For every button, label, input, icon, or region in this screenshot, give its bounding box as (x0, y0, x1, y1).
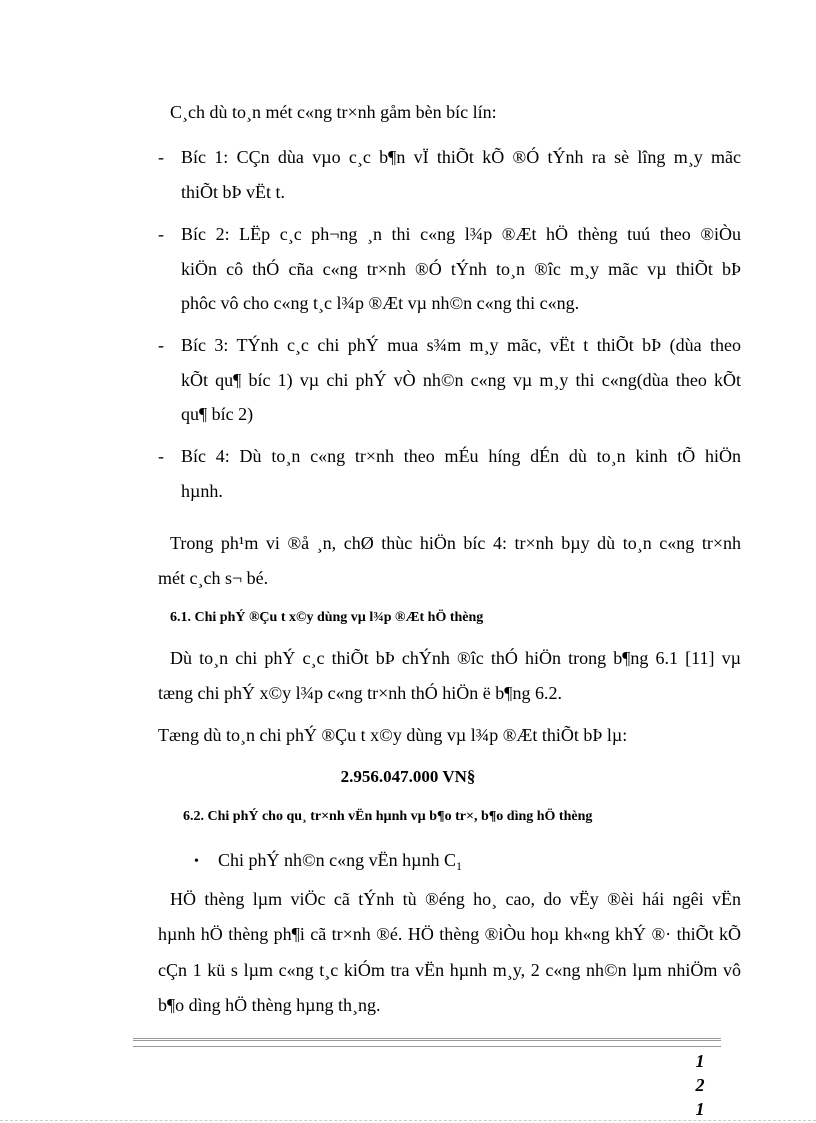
page-number-digit-1: 1 (695, 1051, 705, 1071)
step-3-line-1: Bíc 3: TÝnh c¸c chi phÝ mua s¾m m¸y mãc, vËt t thiÕt bÞ (dùa theo (181, 335, 741, 355)
page-bottom-edge (0, 1120, 816, 1122)
step-3-dash: - (158, 335, 164, 355)
step-4-line-2: hµnh. (181, 481, 223, 501)
step-4-dash: - (158, 446, 164, 466)
footer-divider (133, 1038, 721, 1047)
step-1-dash: - (158, 147, 164, 167)
step-1-line-1: Bíc 1: CÇn dùa vµo c¸c b¶n vÏ thiÕt kÕ ®Ó tÝnh ra sè lîng m¸y mãc (181, 147, 741, 167)
step-2-dash: - (158, 224, 164, 244)
step-3-line-2: kÕt qu¶ bíc 1) vµ chi phÝ vÒ nh©n c«ng vµ m¸y thi c«ng(dùa theo kÕt (181, 370, 741, 390)
section-6-1-line-1: Dù to¸n chi phÝ c¸c thiÕt bÞ chÝnh ®îc thÓ hiÖn trong b¶ng 6.1 [11] vµ (170, 648, 741, 668)
final-line-2: hµnh hÖ thèng ph¶i cã tr×nh ®é. HÖ thèng ®iÒu hoµ kh«ng khÝ ®· thiÕt kÕ (158, 924, 741, 944)
labor-cost-subscript: 1 (456, 859, 463, 873)
final-line-3: cÇn 1 kü s lµm c«ng t¸c kiÓm tra vËn hµnh m¸y, 2 c«ng nh©n lµm nhiÖm vô (158, 960, 741, 980)
step-3-line-3: qu¶ bíc 2) (181, 404, 254, 424)
labor-cost-item-text: Chi phÝ nh©n c«ng vËn hµnh C (218, 850, 457, 870)
step-2-line-2: kiÖn cô thÓ cña c«ng tr×nh ®Ó tÝnh to¸n ®îc m¸y mãc vµ thiÕt bÞ (181, 259, 741, 279)
scope-line-1: Trong ph¹m vi ®å ¸n, chØ thùc hiÖn bíc 4: tr×nh bµy dù to¸n c«ng tr×nh (170, 533, 741, 553)
section-6-1-line-2: tæng chi phÝ x©y l¾p c«ng tr×nh thÓ hiÖn ë b¶ng 6.2. (158, 683, 562, 703)
section-heading-6-2: 6.2. Chi phÝ cho qu¸ tr×nh vËn hµnh vµ b¶o tr×, b¶o dìng hÖ thèng (183, 809, 593, 824)
intro-paragraph: C¸ch dù to¸n mét c«ng tr×nh gåm bèn bíc lín: (170, 102, 497, 122)
page-number-digit-3: 1 (695, 1099, 705, 1119)
step-2-line-3: phôc vô cho c«ng t¸c l¾p ®Æt vµ nh©n c«ng thi c«ng. (181, 293, 580, 313)
final-line-1: HÖ thèng lµm viÖc cã tÝnh tù ®éng ho¸ cao, do vËy ®èi hái ngêi vËn (170, 889, 741, 909)
step-2-line-1: Bíc 2: LËp c¸c ph¬ng ¸n thi c«ng l¾p ®Æt hÖ thèng tuú theo ®iÒu (181, 224, 741, 244)
scope-line-2: mét c¸ch s¬ bé. (158, 568, 269, 588)
section-heading-6-1: 6.1. Chi phÝ ®Çu t x©y dùng vµ l¾p ®Æt hÖ thèng (170, 610, 484, 625)
step-4-line-1: Bíc 4: Dù to¸n c«ng tr×nh theo mÉu híng dÉn dù to¸n kinh tÕ hiÖn (181, 446, 741, 466)
final-line-4: b¶o dìng hÖ thèng hµng th¸ng. (158, 995, 381, 1015)
total-cost-value: 2.956.047.000 VN§ (340, 767, 476, 786)
page-number-digit-2: 2 (695, 1075, 705, 1095)
labor-cost-item (218, 848, 462, 878)
step-1-line-2: thiÕt bÞ vËt t. (181, 182, 286, 202)
total-cost-label: Tæng dù to¸n chi phÝ ®Çu t x©y dùng vµ l¾p ®Æt thiÕt bÞ lµ: (158, 725, 628, 745)
round-bullet-icon: • (194, 854, 199, 869)
